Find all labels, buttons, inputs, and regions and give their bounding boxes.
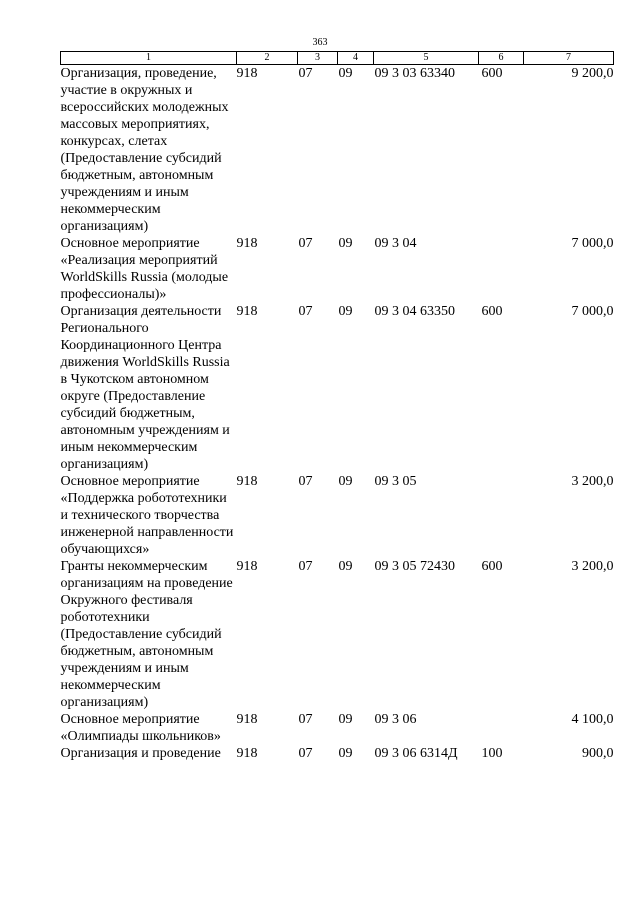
row-section-code: 07 (298, 746, 313, 761)
row-target-article: 09 3 06 6314Д (374, 746, 458, 761)
table-row (61, 65, 614, 236)
row-amount: 9 200,0 (571, 66, 614, 81)
row-section-code: 07 (298, 712, 313, 727)
table-row (61, 558, 614, 711)
table-row (61, 745, 614, 762)
row-amount: 4 100,0 (571, 712, 614, 727)
row-section-code: 07 (298, 559, 313, 574)
row-expense-type: 600 (481, 559, 503, 574)
column-header-3: 3 (298, 52, 338, 65)
row-admin-code: 918 (236, 712, 258, 727)
row-admin-code: 918 (236, 746, 258, 761)
table-row (61, 235, 614, 303)
row-name: Организация, проведение, участие в окружных и всероссийских молодежных массовых мероприятиях, конкурсах, слетах (Предоставление субсидий бюджетным, автономным учреждениям и иным некоммерческим организациям) (60, 66, 229, 234)
row-target-article: 09 3 03 63340 (374, 66, 455, 81)
row-section-code: 07 (298, 236, 313, 251)
row-target-article: 09 3 04 63350 (374, 304, 455, 319)
row-target-article: 09 3 06 (374, 712, 417, 727)
column-header-5: 5 (374, 52, 479, 65)
row-subsection-code: 09 (338, 304, 353, 319)
row-amount: 7 000,0 (571, 304, 614, 319)
row-expense-type (479, 473, 524, 558)
row-target-article: 09 3 04 (374, 236, 417, 251)
row-subsection-code: 09 (338, 474, 353, 489)
table-row (61, 711, 614, 745)
row-name: Организация деятельности Регионального Координационного Центра движения WorldSkills Russia в Чукотском автономном округе (Предоставление субсидий бюджетным, автономным учреждениям и иным некоммерческим организациям) (60, 304, 230, 472)
column-header-1: 1 (61, 52, 237, 65)
row-name: Организация и проведение (60, 746, 221, 761)
row-expense-type (479, 235, 524, 303)
column-header-7: 7 (524, 52, 614, 65)
row-subsection-code: 09 (338, 236, 353, 251)
column-header-2: 2 (237, 52, 298, 65)
row-subsection-code: 09 (338, 66, 353, 81)
row-amount: 3 200,0 (571, 474, 614, 489)
table-body (61, 65, 614, 763)
page-number: 363 (312, 37, 328, 48)
row-target-article: 09 3 05 (374, 474, 417, 489)
row-target-article: 09 3 05 72430 (374, 559, 455, 574)
table-header (61, 52, 614, 65)
row-subsection-code: 09 (338, 746, 353, 761)
row-expense-type: 600 (481, 304, 503, 319)
row-expense-type: 600 (481, 66, 503, 81)
row-subsection-code: 09 (338, 712, 353, 727)
row-admin-code: 918 (236, 559, 258, 574)
column-header-4: 4 (338, 52, 374, 65)
row-name: Основное мероприятие «Реализация мероприятий WorldSkills Russia (молодые профессионалы)» (60, 236, 229, 302)
column-header-6: 6 (479, 52, 524, 65)
row-expense-type (479, 711, 524, 745)
row-name: Основное мероприятие «Олимпиады школьников» (60, 712, 221, 744)
row-admin-code: 918 (236, 474, 258, 489)
budget-table (60, 51, 614, 762)
row-section-code: 07 (298, 66, 313, 81)
table-row (61, 303, 614, 473)
row-amount: 900,0 (582, 746, 614, 761)
header-row (61, 52, 614, 65)
row-subsection-code: 09 (338, 559, 353, 574)
row-admin-code: 918 (236, 304, 258, 319)
row-admin-code: 918 (236, 66, 258, 81)
row-name: Основное мероприятие «Поддержка робототехники и технического творчества инженерной направленности обучающихся» (60, 474, 234, 557)
row-expense-type: 100 (481, 746, 503, 761)
row-section-code: 07 (298, 474, 313, 489)
row-amount: 7 000,0 (571, 236, 614, 251)
row-name: Гранты некоммерческим организациям на проведение Окружного фестиваля робототехники (Предоставление субсидий бюджетным, автономным учреждениям и иным некоммерческим организациям) (60, 559, 233, 710)
row-admin-code: 918 (236, 236, 258, 251)
row-amount: 3 200,0 (571, 559, 614, 574)
row-section-code: 07 (298, 304, 313, 319)
table-row (61, 473, 614, 558)
